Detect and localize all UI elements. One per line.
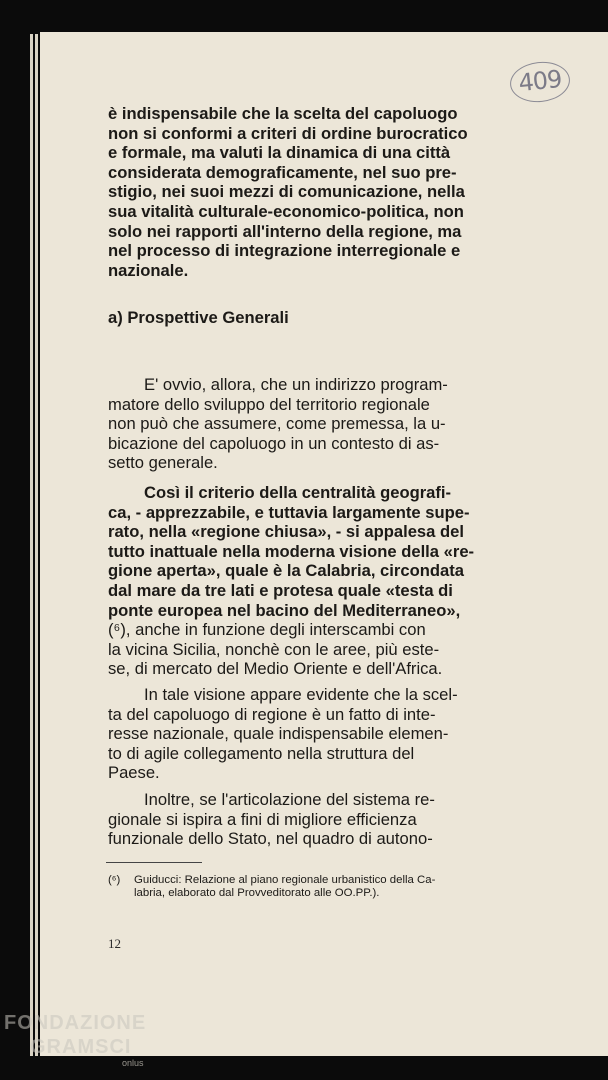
- footnote-divider: [106, 862, 202, 863]
- text-line: rato, nella «regione chiusa», - si appalesa del: [108, 522, 464, 542]
- text-line: matore dello sviluppo del territorio regionale: [108, 394, 430, 414]
- text-line: non si conformi a criteri di ordine burocratico: [108, 123, 468, 143]
- page-edge-1: [30, 34, 33, 1056]
- text-line: è indispensabile che la scelta del capoluogo: [108, 104, 458, 123]
- paragraph-visione: [108, 685, 528, 783]
- text-line: funzionale dello Stato, nel quadro di autono-: [108, 829, 433, 849]
- text-line: to di agile collegamento nella struttura del: [108, 743, 415, 763]
- page-edge-2: [35, 34, 38, 1056]
- text-line: gione aperta», quale è la Calabria, circondata: [108, 561, 464, 581]
- text-line: e formale, ma valuti la dinamica di una città: [108, 143, 451, 163]
- text-line: non può che assumere, come premessa, la u-: [108, 414, 446, 434]
- text-line: se, di mercato del Medio Oriente e dell'Africa.: [108, 659, 443, 679]
- text-line: considerata demograficamente, nel suo pre-: [108, 162, 457, 182]
- text-line: In tale visione appare evidente che la scel-: [144, 685, 458, 704]
- text-line: ca, - apprezzabile, e tuttavia largamente supe-: [108, 502, 470, 522]
- text-line: Paese.: [108, 763, 160, 783]
- text-line: solo nei rapporti all'interno della regione, ma: [108, 221, 462, 241]
- text-line: E' ovvio, allora, che un indirizzo program-: [144, 375, 448, 394]
- watermark-logo: [4, 1012, 164, 1078]
- text-line: Inoltre, se l'articolazione del sistema re-: [144, 790, 435, 809]
- footnote-line-2: labria, elaborato dal Provveditorato alle OO.PP.).: [134, 887, 380, 900]
- handwritten-page-annotation: 409: [508, 59, 572, 105]
- footnote: [108, 874, 528, 901]
- text-line: tutto inattuale nella moderna visione della «re-: [108, 541, 475, 561]
- text-line: bicazione del capoluogo in un contesto di as-: [108, 433, 440, 453]
- text-line: stigio, nei suoi mezzi di comunicazione, nella: [108, 182, 465, 202]
- text-line: gionale si ispira a fini di migliore efficienza: [108, 809, 417, 829]
- text-line: (⁶), anche in funzione degli interscambi con: [108, 620, 426, 640]
- text-line: Così il criterio della centralità geografi-: [144, 483, 452, 502]
- watermark-line-2: GRAMSCI: [30, 1036, 132, 1058]
- text-line: resse nazionale, quale indispensabile elemen-: [108, 724, 449, 744]
- text-line: setto generale.: [108, 453, 218, 473]
- paragraph-centralita: [108, 483, 528, 679]
- watermark-small: onlus: [122, 1058, 144, 1068]
- section-heading: a) Prospettive Generali: [108, 308, 289, 327]
- text-line: nel processo di integrazione interregionale e: [108, 241, 461, 261]
- text-line: ta del capoluogo di regione è un fatto di inte-: [108, 704, 436, 724]
- page-number: 12: [108, 936, 121, 951]
- text-line: nazionale.: [108, 260, 189, 280]
- intro-paragraph: [108, 104, 528, 280]
- text-line: dal mare da tre lati e protesa quale «testa di: [108, 580, 453, 600]
- footnote-line-1: [108, 874, 528, 887]
- watermark-line-1: FONDAZIONE: [4, 1012, 147, 1034]
- paragraph-inoltre: [108, 790, 528, 849]
- footnote-text: Guiducci: Relazione al piano regionale urbanistico della Ca-: [134, 874, 436, 886]
- footnote-marker: (⁶): [108, 874, 121, 886]
- text-line: la vicina Sicilia, nonchè con le aree, più este-: [108, 639, 440, 659]
- text-line: ponte europea nel bacino del Mediterraneo»,: [108, 600, 461, 620]
- text-line: sua vitalità culturale-economico-politica, non: [108, 201, 464, 221]
- paragraph-ovvio: [108, 375, 528, 473]
